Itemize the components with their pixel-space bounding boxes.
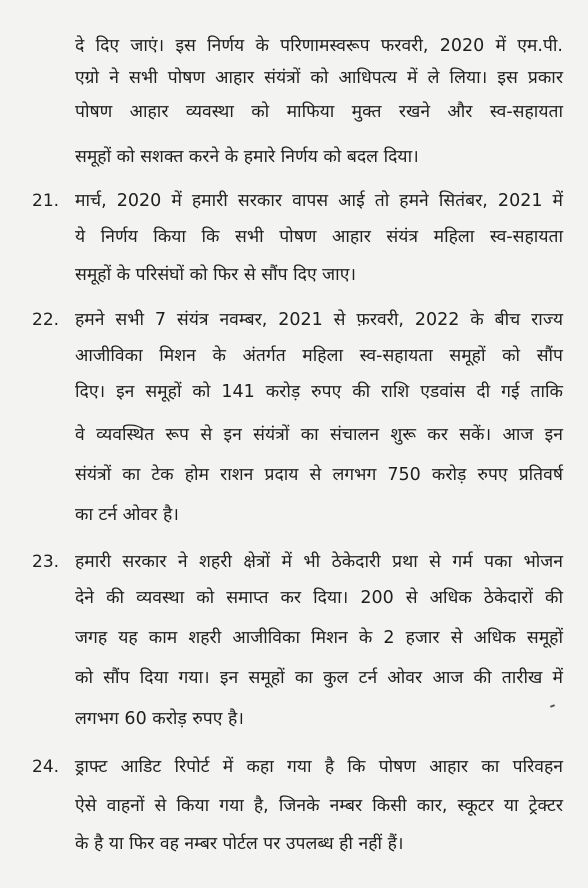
text-line: पोषण आहार व्यवस्था को माफिया मुक्त रखने और स्व-सहायता <box>75 102 563 122</box>
text-line: दे दिए जाएं। इस निर्णय के परिणामस्वरूप फरवरी, 2020 में एम.पी. <box>75 36 563 56</box>
paragraph-number: 23. <box>32 552 60 572</box>
text-line: ये निर्णय किया कि सभी पोषण आहार संयंत्र महिला स्व-सहायता <box>75 227 563 247</box>
text-line: ऐसे वाहनों से किया गया है, जिनके नम्बर किसी कार, स्कूटर या ट्रेक्टर <box>75 796 563 816</box>
text-line: दिए। इन समूहों को 141 करोड़ रुपए की राशि एडवांस दी गई ताकि <box>75 382 563 402</box>
text-line: एग्रो ने सभी पोषण आहार संयंत्रों को आधिपत्य में ले लिया। इस प्रकार <box>75 68 563 88</box>
paragraph-number: 22. <box>32 310 60 330</box>
text-line: लगभग 60 करोड़ रुपए है। <box>75 709 244 729</box>
text-line: समूहों के परिसंघों को फिर से सौंप दिए जाए। <box>75 265 357 285</box>
text-line: वे व्यवस्थित रूप से इन संयंत्रों का संचालन शुरू कर सकें। आज इन <box>75 425 563 445</box>
text-line: को सौंप दिया गया। इन समूहों का कुल टर्न ओवर आज की तारीख में <box>75 668 563 688</box>
text-line: आजीविका मिशन के अंतर्गत महिला स्व-सहायता समूहों को सौंप <box>75 346 563 366</box>
text-line: जगह यह काम शहरी आजीविका मिशन के 2 हजार से अधिक समूहों <box>75 628 563 648</box>
text-line: संयंत्रों का टेक होम राशन प्रदाय से लगभग 750 करोड़ रुपए प्रतिवर्ष <box>75 465 563 485</box>
text-line: का टर्न ओवर है। <box>75 505 179 525</box>
text-line: देने की व्यवस्था को समाप्त कर दिया। 200 से अधिक ठेकेदारों की <box>75 588 563 608</box>
text-line: के है या फिर वह नम्बर पोर्टल पर उपलब्ध ही नहीं हैं। <box>75 834 404 854</box>
paragraph-number: 21. <box>32 191 60 211</box>
paragraph-number: 24. <box>32 757 60 777</box>
text-line: मार्च, 2020 में हमारी सरकार वापस आई तो हमने सितंबर, 2021 में <box>75 191 563 211</box>
text-line: ड्राफ्ट आडिट रिपोर्ट में कहा गया है कि पोषण आहार का परिवहन <box>75 757 563 777</box>
text-line: हमारी सरकार ने शहरी क्षेत्रों में भी ठेकेदारी प्रथा से गर्म पका भोजन <box>75 552 563 572</box>
text-line: समूहों को सशक्त करने के हमारे निर्णय को बदल दिया। <box>75 147 419 167</box>
text-line: हमने सभी 7 संयंत्र नवम्बर, 2021 से फ़रवरी, 2022 के बीच राज्य <box>75 310 563 330</box>
